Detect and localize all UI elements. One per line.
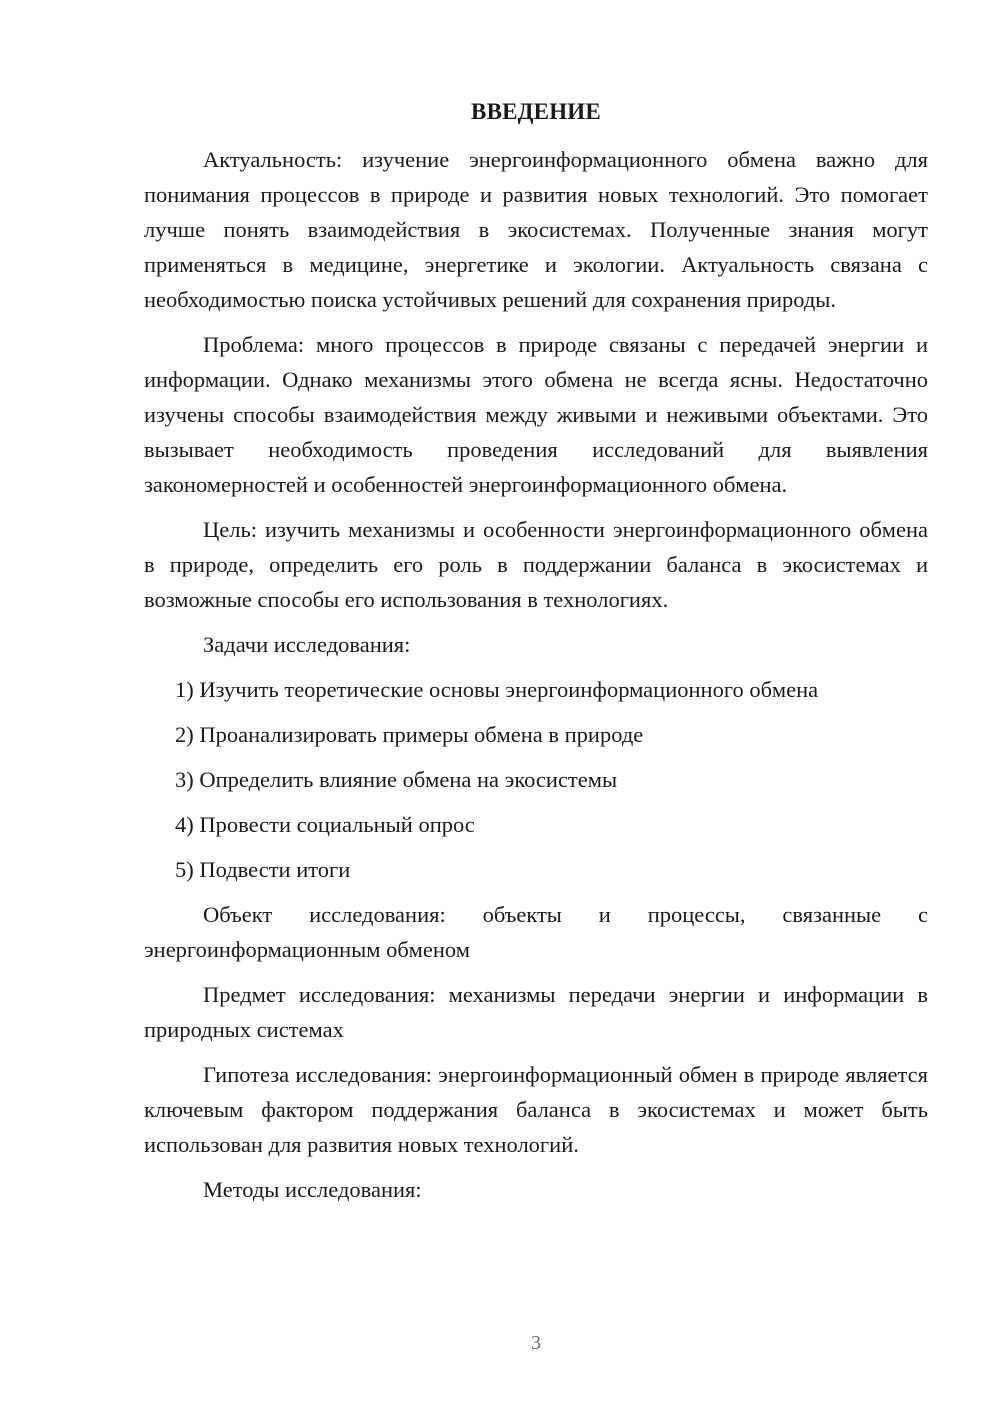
list-item: 4) Провести социальный опрос [175, 812, 475, 837]
paragraph-problem: Проблема: много процессов в природе связаны с передачей энергии и информации. Однако механизмы этого обмена не всегда ясны. Недостаточно изучены способы взаимодействия между живыми и неживыми объектами. Это вызывает необходимость проведения исследований для выявления закономерностей и особенностей энергоинформационного обмена. [144, 332, 928, 497]
methods-heading: Методы исследования: [203, 1177, 422, 1202]
list-item: 2) Проанализировать примеры обмена в природе [175, 722, 644, 747]
tasks-heading: Задачи исследования: [203, 632, 411, 657]
document-body [144, 142, 928, 1217]
tasks-list [144, 672, 928, 887]
paragraph-hypothesis: Гипотеза исследования: энергоинформационный обмен в природе является ключевым фактором поддержания баланса в экосистемах и может быть использован для развития новых технологий. [144, 1062, 928, 1157]
page-title: ВВЕДЕНИЕ [471, 99, 601, 124]
list-item: 3) Определить влияние обмена на экосистемы [175, 767, 618, 792]
paragraph-subject: Предмет исследования: механизмы передачи энергии и информации в природных системах [144, 982, 928, 1042]
paragraph-goal: Цель: изучить механизмы и особенности энергоинформационного обмена в природе, определить его роль в поддержании баланса в экосистемах и возможные способы его использования в технологиях. [144, 517, 928, 612]
list-item: 1) Изучить теоретические основы энергоинформационного обмена [175, 677, 819, 702]
page-number: 3 [531, 1332, 541, 1354]
paragraph-relevance: Актуальность: изучение энергоинформационного обмена важно для понимания процессов в природе и развития новых технологий. Это помогает лучше понять взаимодействия в экосистемах. Полученные знания могут применяться в медицине, энергетике и экологии. Актуальность связана с необходимостью поиска устойчивых решений для сохранения природы. [144, 147, 928, 312]
paragraph-object: Объект исследования: объекты и процессы, связанные с энергоинформационным обменом [144, 902, 928, 962]
list-item: 5) Подвести итоги [175, 857, 351, 882]
